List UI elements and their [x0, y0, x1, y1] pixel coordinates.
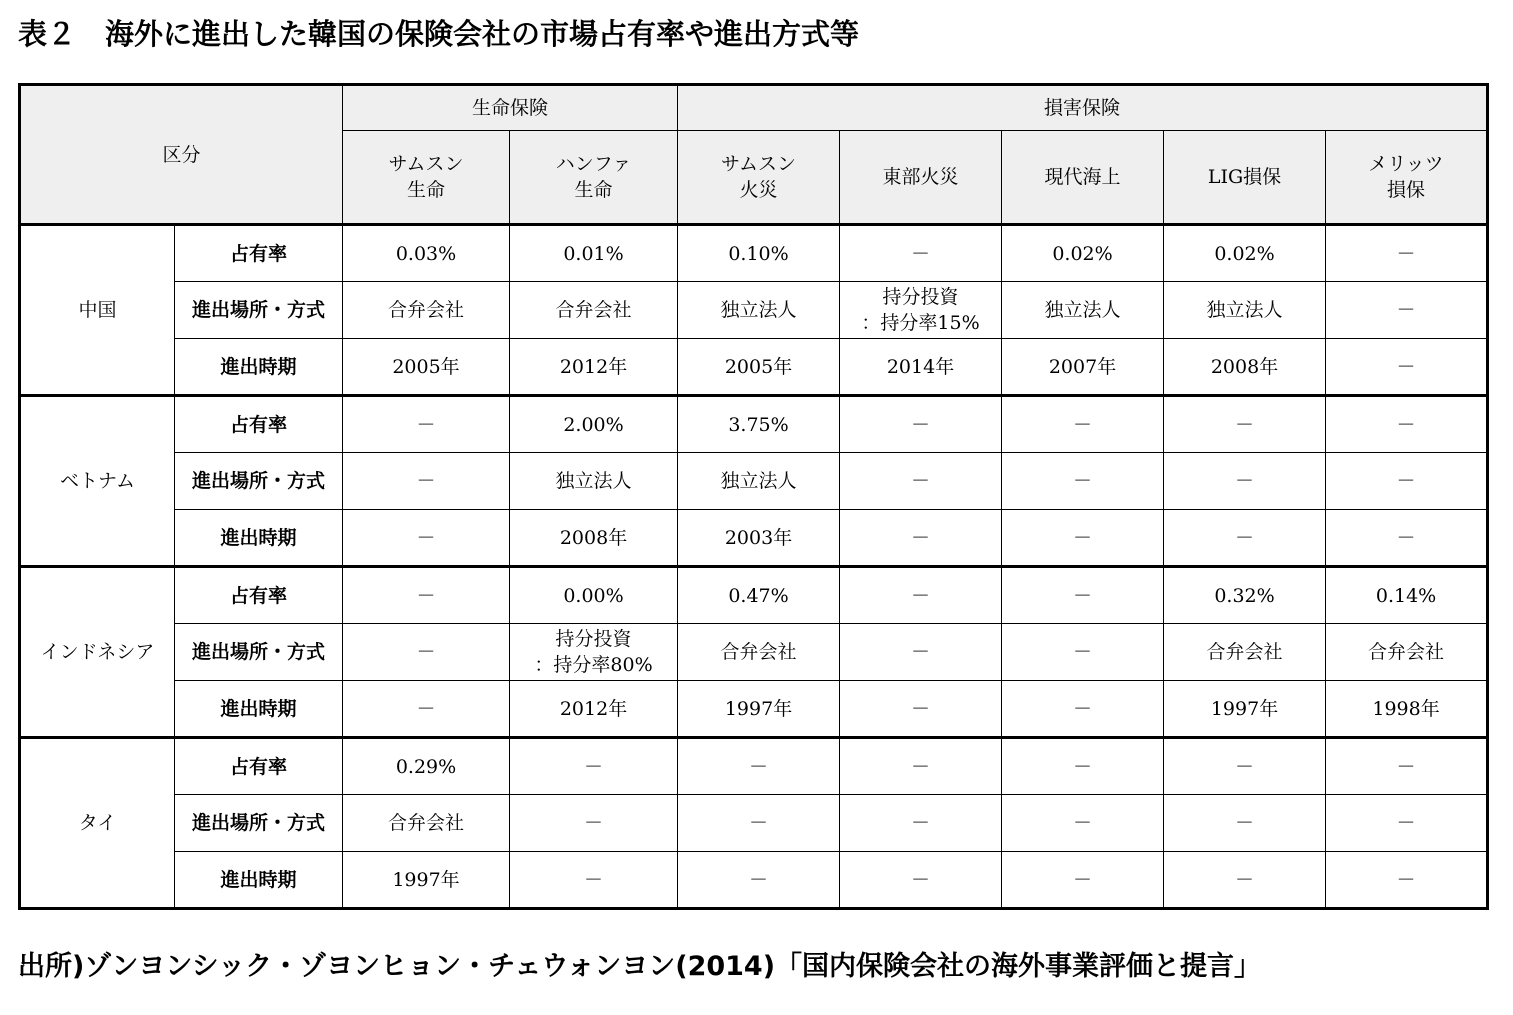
header-company [1002, 131, 1164, 225]
table-cell [840, 453, 1002, 510]
cell-text: － [1073, 812, 1093, 834]
cell-text: 2005年 [392, 355, 460, 378]
table-cell [840, 852, 1002, 909]
table-cell [840, 567, 1002, 624]
table-cell [1164, 339, 1326, 396]
table-cell [1002, 225, 1164, 282]
cell-text: 2012年 [559, 697, 628, 720]
cell-text: 0.02% [1052, 242, 1113, 265]
cell-text: 2014年 [886, 355, 955, 378]
cell-text: － [911, 526, 931, 549]
company-name-line: LIG損保 [1207, 166, 1282, 188]
table-cell [1164, 396, 1326, 453]
header-company [343, 131, 510, 225]
table-cell [678, 339, 840, 396]
table-cell [1326, 282, 1488, 339]
cell-text: － [749, 755, 769, 778]
table-cell [1164, 282, 1326, 339]
table-cell [343, 339, 510, 396]
table-cell [1164, 852, 1326, 909]
table-cell [1164, 225, 1326, 282]
table-cell [840, 738, 1002, 795]
table-cell [1164, 453, 1326, 510]
table-cell [1002, 852, 1164, 909]
cell-text: 1998年 [1372, 697, 1440, 720]
cell-text: － [1073, 868, 1093, 891]
cell-text: 0.10% [728, 242, 789, 265]
cell-text: － [1396, 299, 1416, 321]
table-cell [678, 624, 840, 681]
table-cell [343, 396, 510, 453]
table-cell [510, 225, 678, 282]
table-cell [678, 681, 840, 738]
cell-text: 1997年 [724, 697, 793, 720]
cell-text: 0.03% [395, 242, 457, 265]
header-company [1164, 131, 1326, 225]
table-cell [1164, 567, 1326, 624]
cell-text: 合弁会社 [720, 641, 797, 663]
table-cell [678, 396, 840, 453]
header-company [510, 131, 678, 225]
table-cell [510, 396, 678, 453]
cell-text: 0.29% [395, 755, 457, 778]
row-label: 進出時期 [175, 681, 343, 738]
table-cell [1326, 624, 1488, 681]
cell-text: － [1235, 526, 1255, 549]
table-cell [1326, 738, 1488, 795]
cell-text: － [584, 755, 604, 778]
cell-text: － [911, 641, 931, 663]
company-name-line: 生命 [574, 179, 613, 201]
header-life-insurance: 生命保険 [343, 85, 678, 131]
cell-text: － [1235, 470, 1255, 492]
cell-text: － [1235, 812, 1255, 834]
cell-text: － [584, 812, 604, 834]
row-label: 進出場所・方式 [175, 624, 343, 681]
cell-text: 独立法人 [720, 299, 797, 321]
table-cell [1164, 681, 1326, 738]
cell-text: － [1235, 868, 1255, 891]
table-title: 表２ 海外に進出した韓国の保険会社の市場占有率や進出方式等 [18, 17, 860, 51]
cell-text: － [416, 697, 436, 720]
table-cell [343, 510, 510, 567]
cell-text: － [584, 868, 604, 891]
row-label: 占有率 [175, 225, 343, 282]
row-label: 占有率 [175, 567, 343, 624]
company-name-line: 現代海上 [1044, 166, 1121, 188]
table-cell [840, 681, 1002, 738]
table-cell [343, 567, 510, 624]
row-label: 進出場所・方式 [175, 795, 343, 852]
cell-text: 2.00% [563, 413, 624, 436]
table-cell [840, 510, 1002, 567]
table-cell [343, 624, 510, 681]
cell-text: 2008年 [559, 526, 628, 549]
table-cell [343, 282, 510, 339]
source-note: 出所)ゾンヨンシック・ゾヨンヒョン・チェウォンヨン(2014)「国内保険会社の海外事業評価と提言」 [18, 951, 1262, 982]
cell-text: － [1073, 470, 1093, 492]
table-cell [840, 282, 1002, 339]
table-cell [1164, 738, 1326, 795]
table-cell [1002, 282, 1164, 339]
header-company [678, 131, 840, 225]
cell-text: － [416, 526, 436, 549]
cell-text: － [911, 812, 931, 834]
company-name-line: 東部火災 [882, 166, 959, 188]
table-cell [678, 795, 840, 852]
company-name-line: サムスン [721, 153, 797, 175]
cell-text: 2007年 [1048, 355, 1117, 378]
table-cell [510, 624, 678, 681]
header-company [840, 131, 1002, 225]
table-cell [840, 624, 1002, 681]
company-name-line: 損保 [1387, 179, 1426, 201]
cell-text: － [1073, 641, 1093, 663]
table-cell [510, 453, 678, 510]
table-cell [343, 681, 510, 738]
table-cell [678, 282, 840, 339]
row-label: 進出場所・方式 [175, 282, 343, 339]
cell-text: － [416, 641, 436, 663]
table-cell [1002, 453, 1164, 510]
header-company [1326, 131, 1488, 225]
cell-text: 0.32% [1214, 584, 1275, 607]
country-label: ベトナム [20, 396, 175, 567]
cell-text: － [1073, 755, 1093, 778]
table-cell [1002, 681, 1164, 738]
cell-text: 1997年 [1210, 697, 1279, 720]
cell-text: － [1235, 413, 1255, 436]
company-name-line: 火災 [739, 179, 778, 201]
country-label: タイ [20, 738, 175, 909]
table-cell [510, 339, 678, 396]
cell-text: 独立法人 [720, 470, 797, 492]
row-label: 占有率 [175, 396, 343, 453]
table-cell [510, 567, 678, 624]
company-name-line: メリッツ [1368, 153, 1444, 175]
cell-text: － [911, 242, 931, 265]
cell-text: － [1396, 868, 1416, 891]
row-label: 占有率 [175, 738, 343, 795]
cell-text: － [1235, 755, 1255, 778]
cell-text: 合弁会社 [1368, 641, 1445, 663]
header-nonlife-insurance: 損害保険 [678, 85, 1488, 131]
cell-text: － [911, 470, 931, 492]
country-label: 中国 [20, 225, 175, 396]
cell-text: － [911, 697, 931, 720]
table-cell [1002, 624, 1164, 681]
table-cell [343, 795, 510, 852]
table-cell [678, 852, 840, 909]
cell-text: 0.14% [1375, 584, 1437, 607]
cell-text: 持分投資 [555, 628, 632, 650]
cell-text: － [1396, 470, 1416, 492]
table-cell [1326, 510, 1488, 567]
table-cell [678, 453, 840, 510]
table-cell [1326, 852, 1488, 909]
table-cell [1002, 396, 1164, 453]
cell-text: － [911, 584, 931, 607]
table-cell [510, 738, 678, 795]
cell-text: 3.75% [728, 413, 789, 436]
cell-text: 独立法人 [1044, 299, 1121, 321]
cell-text: 0.00% [563, 584, 624, 607]
table-cell [1326, 339, 1488, 396]
cell-text: － [416, 470, 436, 492]
cell-text: － [1396, 355, 1416, 378]
cell-text: － [1073, 584, 1093, 607]
cell-text: 2005年 [724, 355, 793, 378]
cell-text: － [1396, 413, 1416, 436]
table-cell [1326, 681, 1488, 738]
table-cell [840, 339, 1002, 396]
cell-text: － [911, 413, 931, 436]
cell-text: － [911, 868, 931, 891]
cell-text: 1997年 [392, 868, 460, 891]
table-cell [840, 795, 1002, 852]
table-cell [1002, 510, 1164, 567]
cell-text: － [749, 868, 769, 891]
cell-text: 独立法人 [1206, 299, 1283, 321]
cell-text: 0.02% [1214, 242, 1275, 265]
cell-text: 0.01% [563, 242, 624, 265]
cell-text: － [1396, 526, 1416, 549]
table-cell [678, 510, 840, 567]
company-name-line: ハンファ [555, 153, 632, 175]
insurance-table [18, 83, 1489, 910]
table-cell [343, 852, 510, 909]
cell-text: － [1073, 413, 1093, 436]
cell-text: － [1073, 697, 1093, 720]
cell-text: 独立法人 [555, 470, 632, 492]
cell-text: 合弁会社 [1206, 641, 1283, 663]
table-cell [1002, 738, 1164, 795]
table-cell [1002, 795, 1164, 852]
row-label: 進出時期 [175, 852, 343, 909]
cell-text: 2012年 [559, 355, 628, 378]
cell-text: ：持分率15% [861, 312, 980, 334]
cell-text: － [416, 413, 436, 436]
row-label: 進出時期 [175, 510, 343, 567]
table-cell [1002, 567, 1164, 624]
table-cell [1326, 795, 1488, 852]
table-cell [678, 567, 840, 624]
cell-text: － [749, 812, 769, 834]
row-label: 進出場所・方式 [175, 453, 343, 510]
cell-text: 2008年 [1210, 355, 1279, 378]
cell-text: 持分投資 [882, 286, 959, 308]
cell-text: － [1396, 242, 1416, 265]
company-name-line: サムスン [388, 153, 464, 175]
table-cell [343, 225, 510, 282]
table-cell [840, 396, 1002, 453]
table-cell [1326, 396, 1488, 453]
table-cell [1164, 510, 1326, 567]
cell-text: 合弁会社 [388, 299, 465, 321]
table-cell [678, 225, 840, 282]
cell-text: － [1396, 755, 1416, 778]
table-cell [510, 795, 678, 852]
country-label: インドネシア [20, 567, 175, 738]
cell-text: － [1396, 812, 1416, 834]
table-cell [1002, 339, 1164, 396]
table-cell [343, 453, 510, 510]
table-cell [678, 738, 840, 795]
cell-text: － [416, 584, 436, 607]
cell-text: ：持分率80% [534, 654, 653, 676]
header-category: 区分 [20, 85, 343, 225]
table-cell [510, 282, 678, 339]
cell-text: － [1073, 526, 1093, 549]
row-label: 進出時期 [175, 339, 343, 396]
company-name-line: 生命 [407, 179, 446, 201]
table-cell [510, 681, 678, 738]
cell-text: 合弁会社 [388, 812, 465, 834]
table-cell [1326, 567, 1488, 624]
table-cell [510, 852, 678, 909]
table-cell [840, 225, 1002, 282]
cell-text: － [911, 755, 931, 778]
table-cell [510, 510, 678, 567]
cell-text: 合弁会社 [555, 299, 632, 321]
cell-text: 2003年 [724, 526, 793, 549]
table-cell [343, 738, 510, 795]
table-cell [1326, 453, 1488, 510]
table-cell [1326, 225, 1488, 282]
cell-text: 0.47% [728, 584, 789, 607]
table-cell [1164, 624, 1326, 681]
table-cell [1164, 795, 1326, 852]
